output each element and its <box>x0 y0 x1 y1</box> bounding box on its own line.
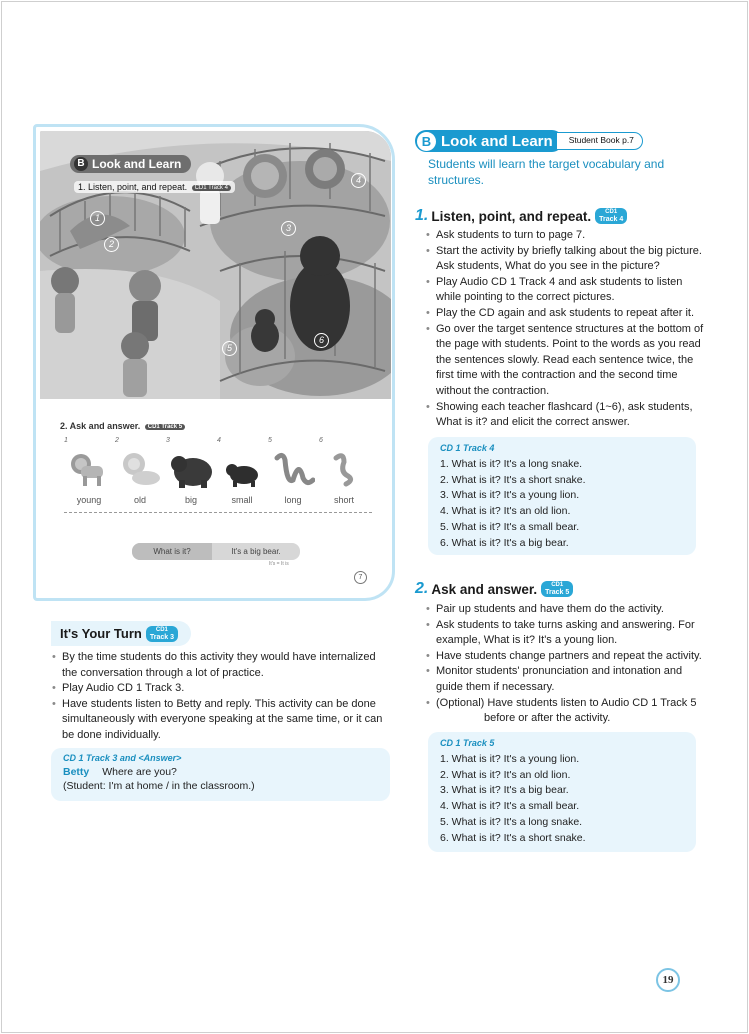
activity-1-steps <box>425 228 705 431</box>
list-item: • Ask students to take turns asking and answering. For example, What is it? It's a young lion. <box>425 618 705 649</box>
vocab-item <box>64 437 114 505</box>
callout-3: 3 <box>281 221 296 236</box>
track5-script-box <box>428 732 696 852</box>
student-answer: (Student: I'm at home / in the classroom.) <box>63 780 255 792</box>
speaker-name: Betty <box>63 766 90 778</box>
vocab-index: 3 <box>166 437 170 444</box>
cd-icon <box>541 581 573 597</box>
sb-ask-title: 2. Ask and answer. <box>60 421 141 431</box>
vocab-index: 5 <box>268 437 272 444</box>
cd-badge-label: CD1 <box>605 209 618 215</box>
vocab-item <box>319 437 369 505</box>
list-item: • Play Audio CD 1 Track 3. <box>51 681 391 697</box>
zoo-illustration <box>40 131 391 399</box>
list-item: • (Optional) Have students listen to Audio CD 1 Track 5 <box>425 696 705 712</box>
list-item: • Start the activity by briefly talking about the big picture. Ask students, What do you see in the picture? <box>425 244 705 275</box>
list-item: • Have students change partners and repeat the activity. <box>425 649 705 665</box>
track-script-list <box>440 457 684 551</box>
vocab-item <box>217 437 267 505</box>
track-script-list <box>440 752 684 846</box>
its-your-turn-list <box>51 650 391 744</box>
vocab-word: long <box>284 495 302 505</box>
script-line: 1. What is it? It's a young lion. <box>440 753 580 765</box>
cd-icon <box>146 626 178 642</box>
callout-5: 5 <box>222 341 237 356</box>
big-bear-icon <box>169 450 213 488</box>
sb-section-letter: B <box>74 157 88 171</box>
cd-icon: CD1 Track 5 <box>145 424 185 430</box>
track3-answer-box <box>51 748 390 801</box>
its-your-turn-title: It's Your Turn <box>60 626 142 641</box>
script-line: 5. What is it? It's a small bear. <box>440 520 580 533</box>
track-box-heading: CD 1 Track 4 <box>440 443 495 453</box>
section-title: Look and Learn <box>441 132 553 150</box>
target-question: What is it? <box>132 543 212 560</box>
vocab-row <box>64 437 369 505</box>
activity-2-header <box>415 580 573 598</box>
sb-instruction <box>74 181 235 193</box>
dashed-divider <box>64 512 372 513</box>
target-answer: It's a big bear. <box>231 547 281 556</box>
sb-section-header <box>70 155 191 173</box>
list-item: • Monitor students' pronunciation and intonation and guide them if necessary. <box>425 664 705 695</box>
vocab-index: 6 <box>319 437 323 444</box>
list-item: • Play Audio CD 1 Track 4 and ask students to listen while pointing to the correct pictures. <box>425 275 705 306</box>
list-item-continuation: before or after the activity. <box>484 712 611 725</box>
cd-icon <box>595 208 627 224</box>
sb-section-title: Look and Learn <box>92 157 182 171</box>
activity-title: Ask and answer. <box>431 581 538 597</box>
script-line: 1. What is it? It's a long snake. <box>440 458 583 470</box>
activity-number: 2. <box>415 580 429 597</box>
vocab-item <box>268 437 318 505</box>
sb-page-number: 7 <box>354 571 367 584</box>
target-sentence-bar <box>132 543 300 560</box>
cd-badge-track: Track 4 <box>599 216 624 223</box>
activity-2-steps <box>425 602 705 727</box>
vocab-word: old <box>133 495 146 505</box>
vocab-item <box>166 437 216 505</box>
old-lion-icon <box>118 450 162 488</box>
long-snake-icon <box>271 450 315 488</box>
young-lion-icon <box>67 450 111 488</box>
list-item: • Have students listen to Betty and reply. This activity can be done simultaneously with everyone speaking at the same time, or it can be done individually. <box>51 697 391 744</box>
its-your-turn-header <box>51 621 191 646</box>
list-item: • Go over the target sentence structures at the bottom of the page with students. Point to the words as you read the sentences slowly. Read each sentence twice, the first time with the contraction and the second time without the contraction. <box>425 322 705 400</box>
callout-6: 6 <box>314 333 329 348</box>
list-item: • Showing each teacher flashcard (1~6), ask students, What is it? and elicit the correct answer. <box>425 400 705 431</box>
callout-4: 4 <box>351 173 366 188</box>
small-bear-icon <box>220 450 264 488</box>
cd-badge-label: CD1 <box>551 582 564 588</box>
vocab-index: 2 <box>115 437 119 444</box>
vocab-index: 4 <box>217 437 221 444</box>
section-pill <box>415 130 563 152</box>
activity-number: 1. <box>415 207 429 224</box>
activity-title: Listen, point, and repeat. <box>431 208 592 224</box>
sb-instruction-text: 1. Listen, point, and repeat. <box>78 182 188 192</box>
cd-badge-label: CD1 <box>155 626 168 633</box>
script-line: 3. What is it? It's a big bear. <box>440 784 569 797</box>
script-line: 2. What is it? It's an old lion. <box>440 768 571 781</box>
cd-badge-track: Track 3 <box>149 633 174 641</box>
vocab-word: big <box>184 495 197 505</box>
script-line: 6. What is it? It's a big bear. <box>440 536 569 549</box>
script-line: 3. What is it? It's a young lion. <box>440 489 580 502</box>
vocab-word: small <box>231 495 253 505</box>
activity-1-header <box>415 207 627 225</box>
script-line: 6. What is it? It's a short snake. <box>440 831 586 844</box>
short-snake-icon <box>322 450 366 488</box>
script-line: 5. What is it? It's a long snake. <box>440 815 583 828</box>
cd-badge-track: Track 5 <box>545 589 570 596</box>
track4-script-box <box>428 437 696 555</box>
dialogue-line <box>63 766 378 778</box>
script-line: 2. What is it? It's a short snake. <box>440 473 586 486</box>
list-item: • Pair up students and have them do the activity. <box>425 602 705 618</box>
speaker-line: Where are you? <box>102 766 177 778</box>
script-line: 4. What is it? It's an old lion. <box>440 505 571 518</box>
track-box-heading: CD 1 Track 5 <box>440 738 495 748</box>
script-line: 4. What is it? It's a small bear. <box>440 800 580 813</box>
vocab-word: young <box>76 495 102 505</box>
list-item: • By the time students do this activity they would have internalized the conversation through a lot of practice. <box>51 650 391 681</box>
student-book-page <box>33 124 395 601</box>
track-box-heading: CD 1 Track 3 and <Answer> <box>63 753 182 763</box>
vocab-index: 1 <box>64 437 68 444</box>
vocab-word: short <box>333 495 354 505</box>
section-letter: B <box>417 132 436 151</box>
list-item: • Play the CD again and ask students to repeat after it. <box>425 306 705 322</box>
callout-1: 1 <box>90 211 105 226</box>
page-number: 19 <box>656 968 680 992</box>
vocab-item <box>115 437 165 505</box>
cd-icon: CD1 Track 4 <box>192 185 231 191</box>
sb-ask-header <box>60 421 185 431</box>
student-book-reference: Student Book p.7 <box>557 132 643 150</box>
list-item: • Ask students to turn to page 7. <box>425 228 705 244</box>
look-and-learn-header <box>415 130 665 152</box>
section-intro: Students will learn the target vocabulary and structures. <box>428 157 665 187</box>
callout-2: 2 <box>104 237 119 252</box>
contraction-note: It's = It is <box>269 561 289 567</box>
